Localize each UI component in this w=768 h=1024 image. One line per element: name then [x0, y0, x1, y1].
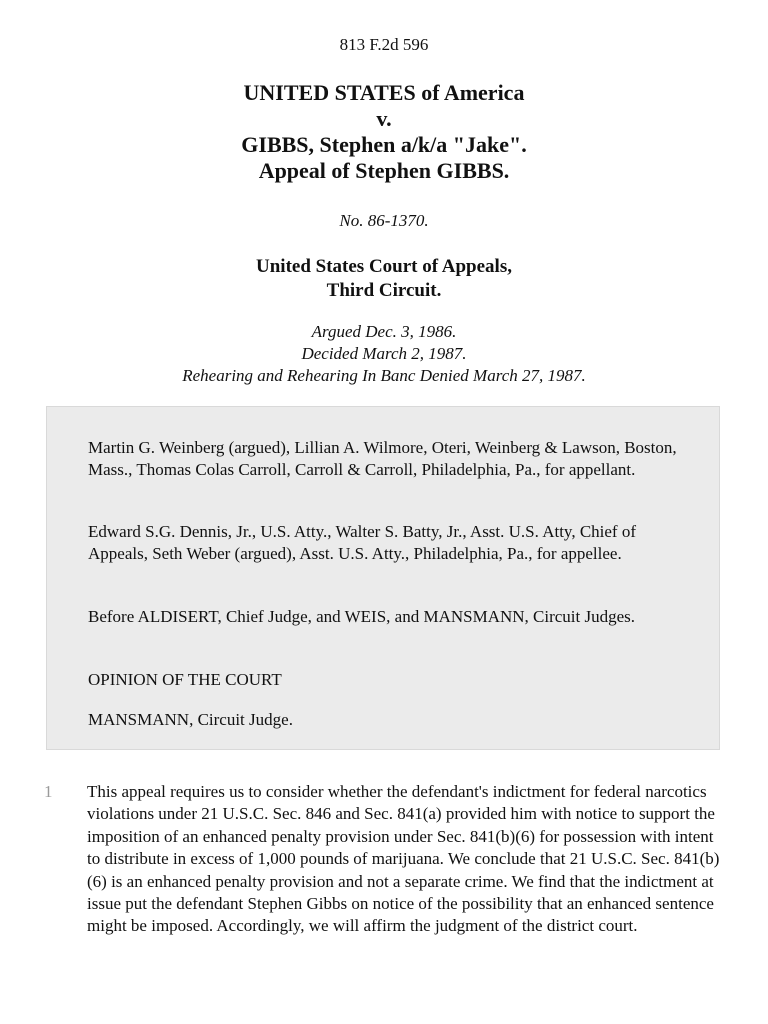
case-dates — [0, 321, 768, 387]
docket-number: No. 86-1370. — [339, 211, 429, 230]
opinion-heading: OPINION OF THE COURT — [88, 670, 282, 689]
court-name-line1: United States Court of Appeals, — [256, 256, 512, 277]
case-caption — [0, 80, 768, 184]
case-header-box — [46, 406, 720, 750]
panel-judges: Before ALDISERT, Chief Judge, and WEIS, and MANSMANN, Circuit Judges. — [88, 607, 636, 626]
caption-plaintiff: UNITED STATES of America — [243, 80, 525, 105]
argued-date: Argued Dec. 3, 1986. — [311, 322, 457, 341]
caption-versus: v. — [376, 106, 392, 131]
court-name-line2: Third Circuit. — [326, 280, 442, 301]
counsel-appellant: Martin G. Weinberg (argued), Lillian A. Wilmore, Oteri, Weinberg & Lawson, Boston, Mass., Thomas Colas Carroll, Carroll & Carroll, Philadelphia, Pa., for appellant. — [88, 438, 677, 479]
opinion-author: MANSMANN, Circuit Judge. — [88, 710, 293, 729]
caption-defendant: GIBBS, Stephen a/k/a "Jake". — [241, 132, 527, 157]
rehearing-date: Rehearing and Rehearing In Banc Denied March 27, 1987. — [182, 366, 586, 385]
opinion-paragraph: This appeal requires us to consider whether the defendant's indictment for federal narcotics violations under 21 U.S.C. Sec. 846 and Sec. 841(a) provided him with notice to support the imposition of an enhanced penalty provision under Sec. 841(b)(6) for possession with intent to distribute in excess of 1,000 pounds of marijuana. We conclude that 21 U.S.C. Sec. 841(b)(6) is an enhanced penalty provision and not a separate crime. We find that the indictment at issue put the defendant Stephen Gibbs on notice of the possibility that an enhanced sentence might be imposed. Accordingly, we will affirm the judgment of the district court. — [87, 782, 720, 936]
court-name — [0, 255, 768, 303]
caption-appeal: Appeal of Stephen GIBBS. — [258, 158, 510, 183]
counsel-appellee: Edward S.G. Dennis, Jr., U.S. Atty., Walter S. Batty, Jr., Asst. U.S. Atty, Chief of Appeals, Seth Weber (argued), Asst. U.S. Atty., Philadelphia, Pa., for appellee. — [88, 522, 636, 563]
case-citation: 813 F.2d 596 — [339, 35, 429, 54]
paragraph-number: 1 — [44, 782, 53, 801]
decided-date: Decided March 2, 1987. — [301, 344, 467, 363]
